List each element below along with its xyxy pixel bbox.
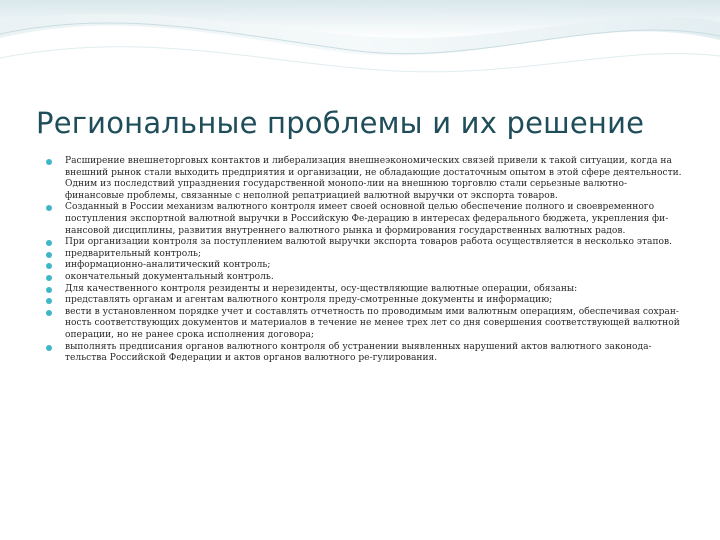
bullet-text: вести в установленном порядке учет и составлять отчетность по проводимым ими валютным операциям, обеспечивая сохран-ность соответствующих документов и материалов в течение не менее трех лет со дня совершения соответствующей валютной операции, но не ранее срока исполнения договора; <box>65 306 680 340</box>
bullet-text: предварительный контроль; <box>65 248 202 259</box>
bullet-item <box>46 260 686 272</box>
bullet-text: Созданный в России механизм валютного контроля имеет своей основной целью обеспечение полного и своевременного поступления экспортной валютной выручки в Российскую Фе-дерацию в интересах федерального бюджета, укрепления фи-нансовой дисциплины, развития внутреннего валютного рынка и формирования государственных валютных радов. <box>65 202 669 236</box>
slide-title: Региональные проблемы и их решение <box>36 106 645 140</box>
bullet-dot-icon <box>46 159 52 165</box>
bullet-text: представлять органам и агентам валютного контроля преду-смотренные документы и информацию; <box>65 295 553 306</box>
bullet-item <box>46 295 686 307</box>
bullet-dot-icon <box>46 345 52 351</box>
bullet-item <box>46 249 686 261</box>
bullet-text: окончательный документальный контроль. <box>65 271 274 282</box>
bullet-item <box>46 272 686 284</box>
bullet-dot-icon <box>46 287 52 293</box>
bullet-item <box>46 202 686 237</box>
bullet-text: выполнять предписания органов валютного контроля об устранении выявленных нарушений актов валютного законода-тельства Российской Федерации и актов органов валютного ре-гулирования. <box>65 341 652 364</box>
bullet-dot-icon <box>46 205 52 211</box>
bullet-dot-icon <box>46 252 52 258</box>
bullet-dot-icon <box>46 240 52 246</box>
bullet-text: Расширение внешнеторговых контактов и либерализация внешнеэкономических связей привели к такой ситуации, когда на внешний рынок стали выходить предприятия и организации, не обладающие достаточным опытом в этой сфере деятельности. Одним из последствий упразднения государственной монопо-лии на внешнюю торговлю стали серьезные валютно-финансовые проблемы, связанные с неполной репатриацией валютной выручки от экспорта товаров. <box>65 156 682 201</box>
bullet-text: При организации контроля за поступлением валютой выручки экспорта товаров работа осуществляется в несколько этапов. <box>65 237 673 248</box>
bullet-item <box>46 156 686 202</box>
bullet-item <box>46 237 686 249</box>
bullet-item <box>46 284 686 296</box>
bullet-dot-icon <box>46 310 52 316</box>
bullet-text: Для качественного контроля резиденты и нерезиденты, осу-ществляющие валютные операции, обязаны: <box>65 283 578 294</box>
bullet-item <box>46 307 686 342</box>
bullet-list <box>46 156 686 365</box>
header-wave-decoration <box>0 0 720 90</box>
bullet-dot-icon <box>46 263 52 269</box>
bullet-dot-icon <box>46 275 52 281</box>
bullet-text: информационно-аналитический контроль; <box>65 260 271 271</box>
bullet-item <box>46 342 686 365</box>
bullet-dot-icon <box>46 298 52 304</box>
